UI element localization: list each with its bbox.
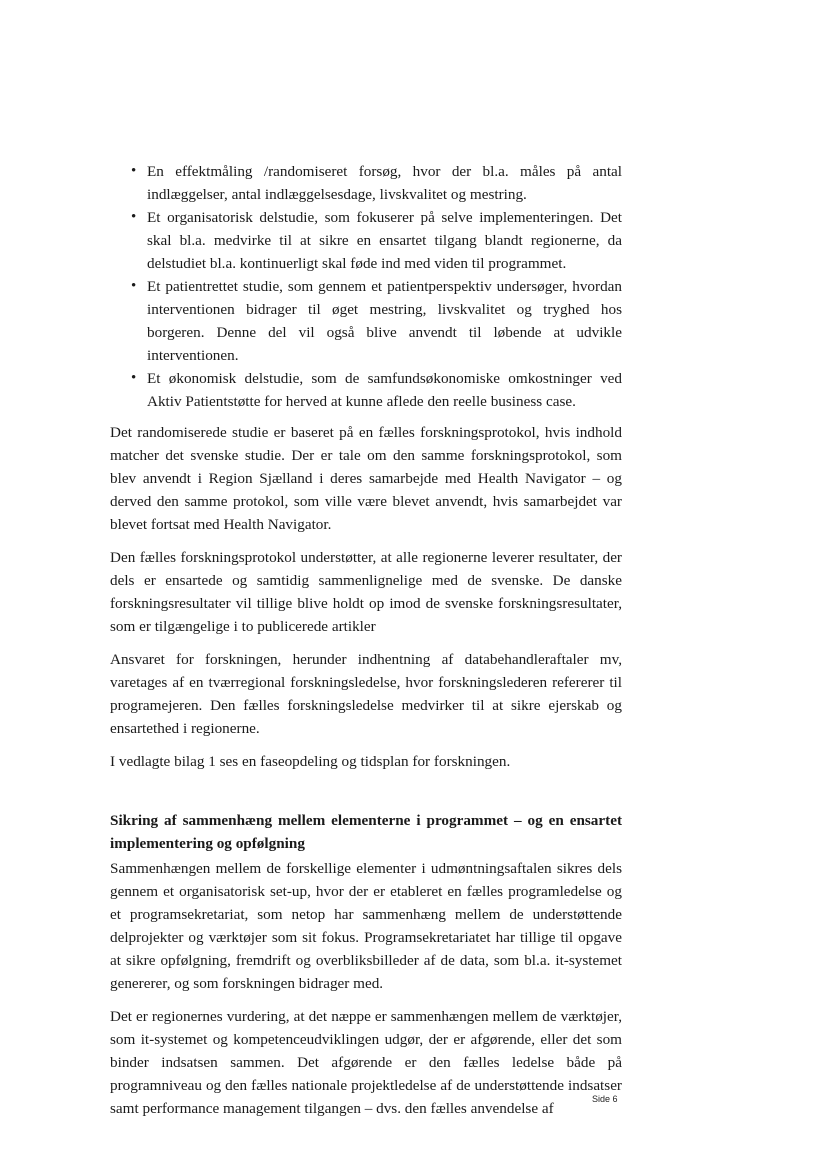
paragraph: Den fælles forskningsprotokol understøtter, at alle regionerne leverer resultater, der dels er ensartede og samtidig sammenlignelige med de svenske. De danske forskningsresultater vil tillige blive holdt op imod de svenske forskningsresultater, som er tilgængelige i to publicerede artikler [110, 549, 622, 635]
paragraph: I vedlagte bilag 1 ses en faseopdeling og tidsplan for forskningen. [110, 753, 511, 770]
page-number: Side 6 [592, 1094, 618, 1104]
paragraph: Det randomiserede studie er baseret på en fælles forskningsprotokol, hvis indhold matcher det svenske studie. Der er tale om den samme forskningsprotokol, som blev anvendt i Region Sjælland i deres samarbejde med Health Navigator – og derved den samme protokol, som ville være blevet anvendt, hvis samarbejdet var blevet fortsat med Health Navigator. [110, 424, 622, 533]
section-heading: Sikring af sammenhæng mellem elementerne i programmet – og en ensartet implementering og opfølgning [110, 812, 622, 852]
list-item: • Et organisatorisk delstudie, som fokuserer på selve implementeringen. Det skal bl.a. medvirke til at sikre en ensartet tilgang blandt regionerne, da delstudiet bl.a. kontinuerligt skal føde ind med viden til programmet. [110, 206, 622, 275]
list-item: • Et patientrettet studie, som gennem et patientperspektiv undersøger, hvordan interventionen bidrager til øget mestring, livskvalitet og tryghed hos borgeren. Denne del vil også blive anvendt til løbende at udvikle interventionen. [110, 275, 622, 367]
document-body [110, 160, 622, 1130]
paragraph: Det er regionernes vurdering, at det næppe er sammenhængen mellem de værktøjer, som it-systemet og kompetenceudviklingen udgør, der er afgørende, eller det som binder indsatsen sammen. Det afgørende er den fælles ledelse både på programniveau og den fælles nationale projektledelse af de understøttende indsatser samt performance management tilgangen – dvs. den fælles anvendelse af [110, 1008, 622, 1117]
study-components-list [110, 160, 622, 413]
list-item: • En effektmåling /randomiseret forsøg, hvor der bl.a. måles på antal indlæggelser, antal indlæggelsesdage, livskvalitet og mestring. [110, 160, 622, 206]
list-item: • Et økonomisk delstudie, som de samfundsøkonomiske omkostninger ved Aktiv Patientstøtte for herved at kunne aflede den reelle business case. [110, 367, 622, 413]
paragraph: Sammenhængen mellem de forskellige elementer i udmøntningsaftalen sikres dels gennem et organisatorisk set-up, hvor der er etableret en fælles programledelse og et programsekretariat, som netop har sammenhæng mellem de understøttende delprojekter og værktøjer som sit fokus. Programsekretariatet har tillige til opgave at sikre opfølgning, fremdrift og overbliksbilleder af de data, som bl.a. it-systemet genererer, og som forskningen bidrager med. [110, 860, 622, 992]
section-spacer [110, 783, 622, 809]
paragraph: Ansvaret for forskningen, herunder indhentning af databehandleraftaler mv, varetages af en tværregional forskningsledelse, hvor forskningslederen refererer til programejeren. Den fælles forskningsledelse medvirker til at sikre ejerskab og ensartethed i regionerne. [110, 651, 622, 737]
